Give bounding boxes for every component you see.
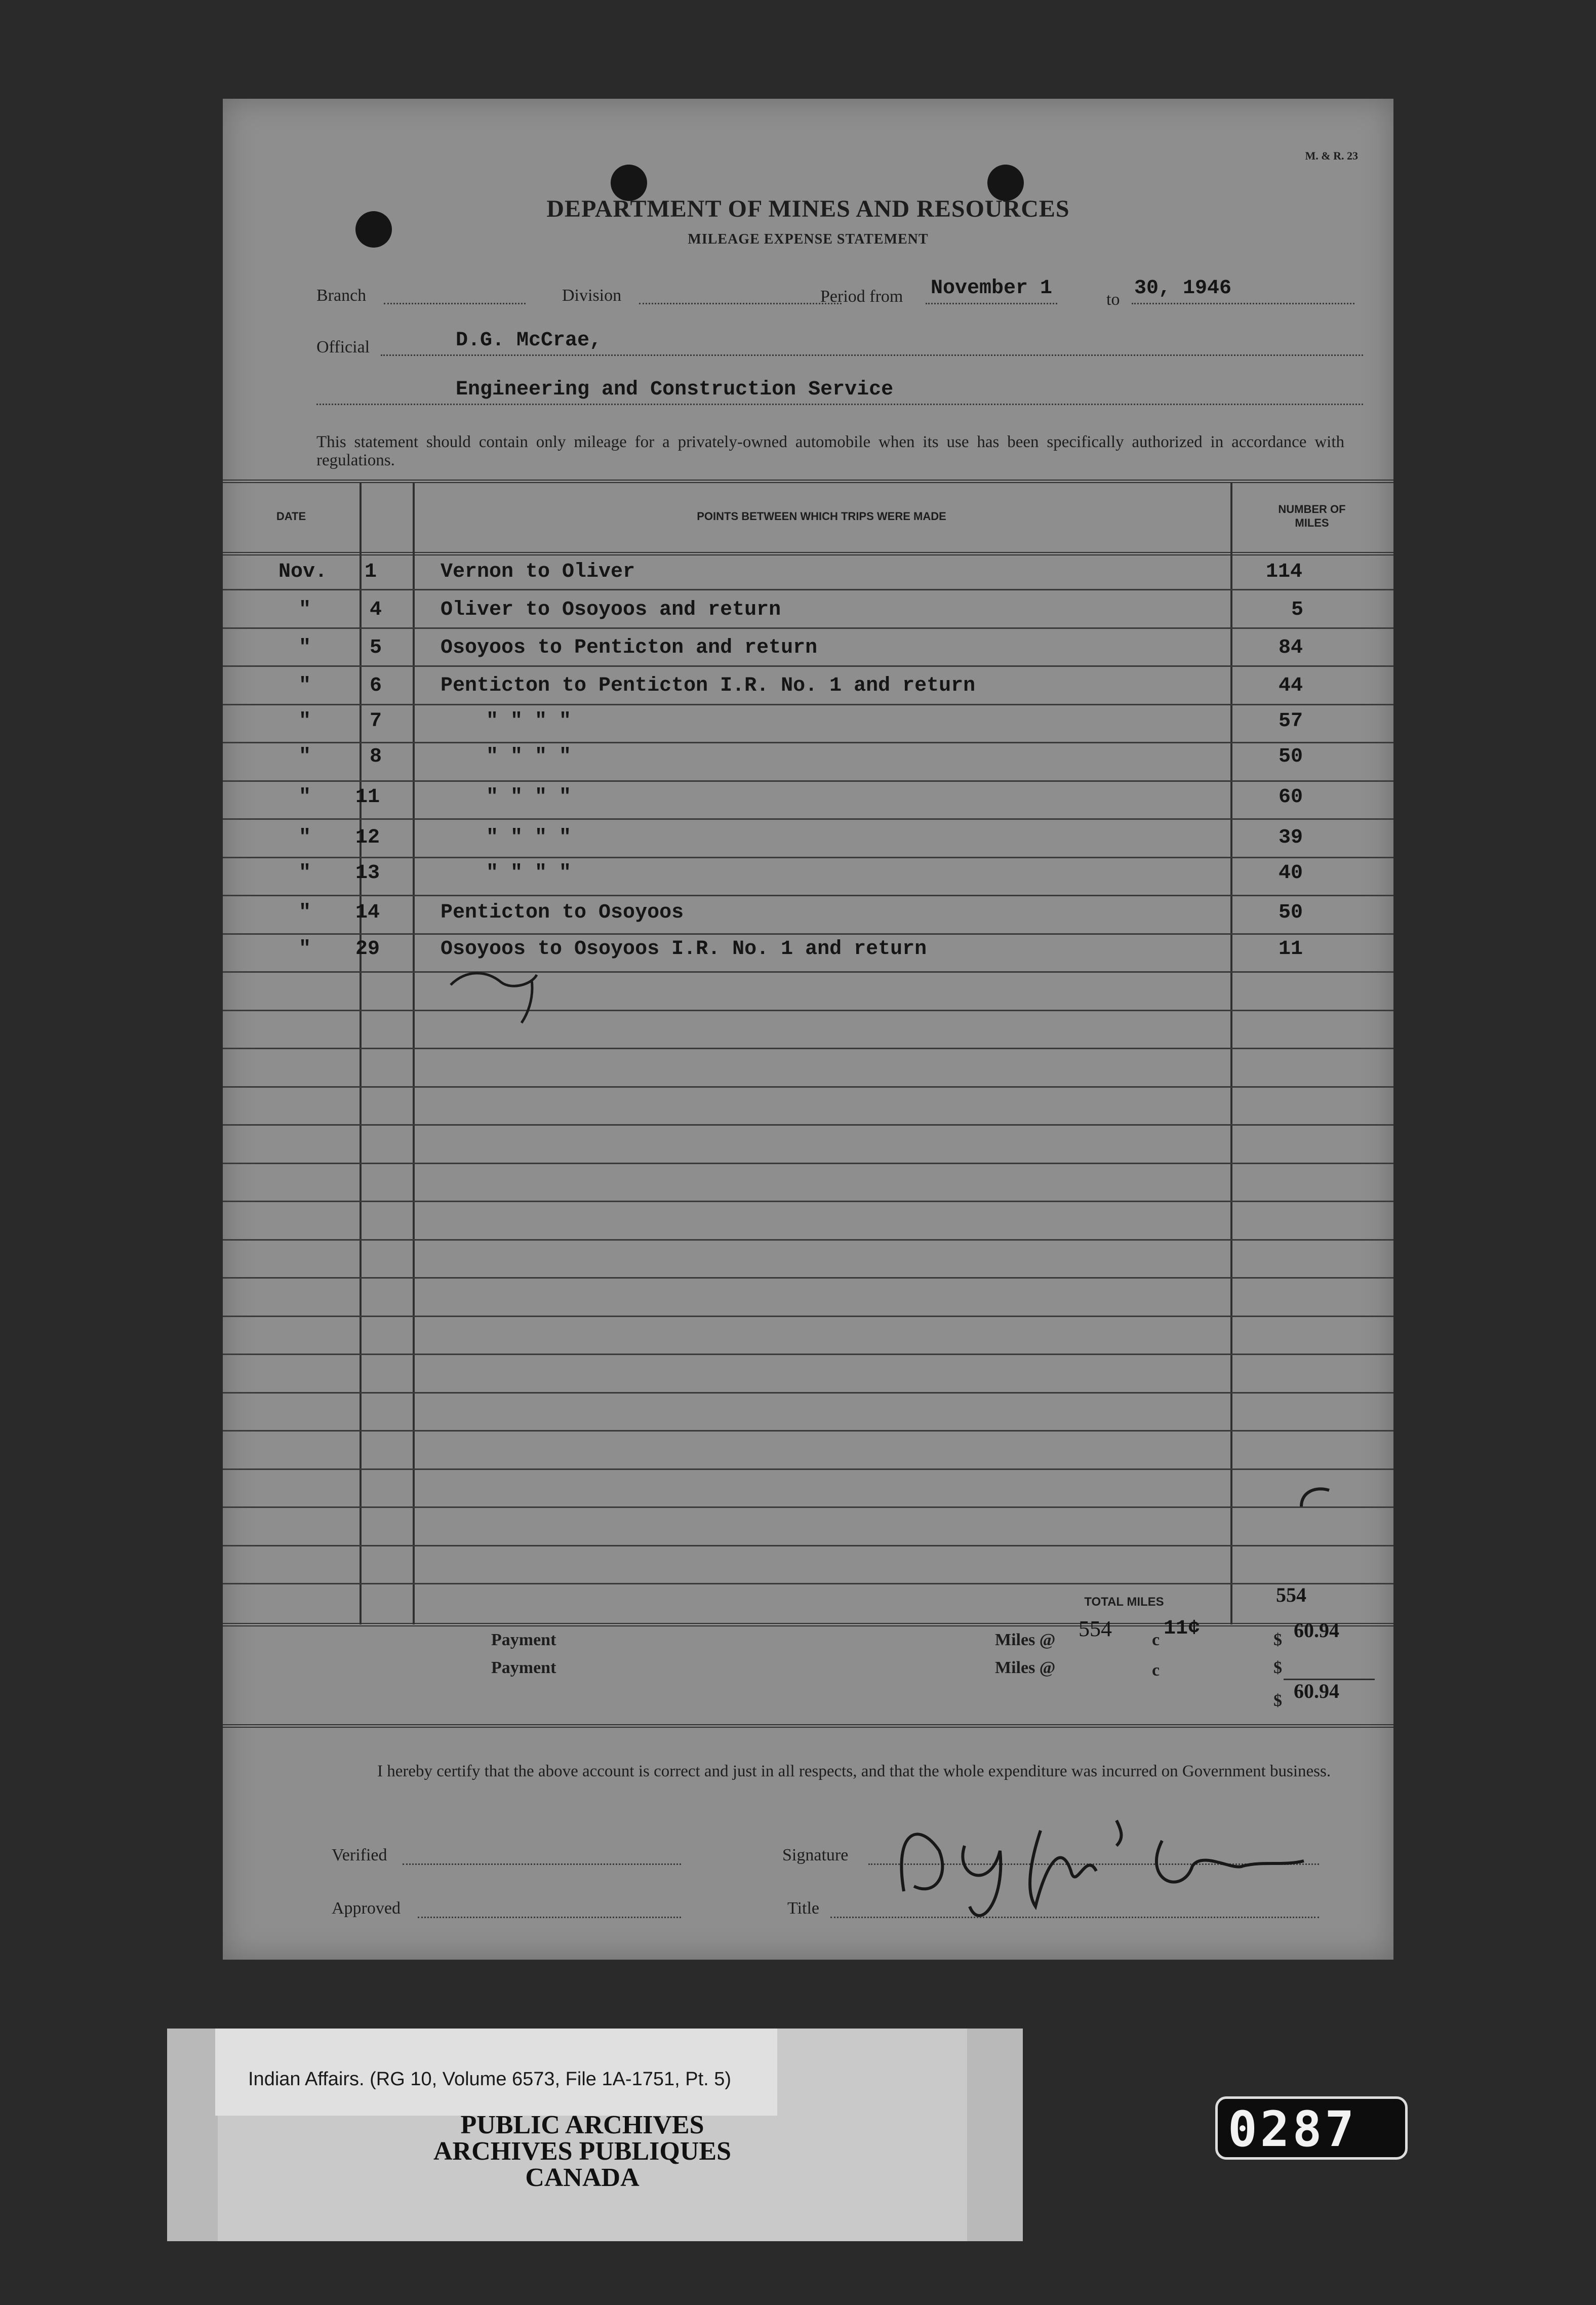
cents-label: c	[1152, 1631, 1160, 1649]
dollar-sign-1: $	[1273, 1631, 1282, 1649]
points-column-divider	[413, 483, 415, 1624]
archive-name-en: PUBLIC ARCHIVES	[460, 2111, 704, 2139]
usage-note: This statement should contain only mileage for a privately-owned automobile when its use has been specifically authorized in accordance with regulations.	[316, 433, 1344, 469]
table-ruled-line	[223, 1583, 1393, 1584]
table-ruled-line	[223, 742, 1393, 743]
branch-field	[384, 303, 526, 304]
table-ruled-line	[223, 704, 1393, 705]
payment-total: 60.94	[1294, 1680, 1339, 1702]
row-miles: 50	[1279, 745, 1303, 768]
table-bottom-rule	[223, 1623, 1393, 1626]
table-ruled-line	[223, 1316, 1393, 1317]
table-ruled-line	[223, 971, 1393, 973]
row-miles: 44	[1279, 674, 1303, 697]
date-column-divider	[360, 483, 362, 1624]
row-points: Penticton to Penticton I.R. No. 1 and return	[441, 674, 976, 697]
table-ruled-line	[223, 857, 1393, 858]
row-miles: 11	[1279, 938, 1303, 961]
archive-name-fr: ARCHIVES PUBLIQUES	[433, 2137, 732, 2166]
payment-label-2: Payment	[491, 1658, 556, 1677]
row-miles: 84	[1279, 637, 1303, 659]
row-month: "	[299, 637, 311, 659]
row-points: " " " "	[486, 826, 572, 849]
period-to-field	[1132, 303, 1354, 304]
table-ruled-line	[223, 1048, 1393, 1049]
official-label: Official	[316, 338, 370, 356]
points-column-header: POINTS BETWEEN WHICH TRIPS WERE MADE	[697, 510, 946, 523]
payment-bottom-rule	[223, 1724, 1393, 1728]
table-ruled-line	[223, 1010, 1393, 1011]
table-ruled-line	[223, 1163, 1393, 1164]
row-month: "	[299, 745, 311, 768]
official-field-second-line	[316, 404, 1363, 405]
row-points: Osoyoos to Penticton and return	[441, 637, 818, 659]
approved-label: Approved	[332, 1899, 401, 1918]
branch-label: Branch	[316, 286, 367, 305]
miles-column-header-line2: MILES	[1295, 516, 1329, 529]
handwritten-signature	[879, 1790, 1334, 1922]
row-day: 1	[365, 561, 377, 583]
period-to-label: to	[1106, 290, 1120, 309]
cents-label-2: c	[1152, 1661, 1160, 1680]
archive-reference: Indian Affairs. (RG 10, Volume 6573, File 1A-1751, Pt. 5)	[248, 2069, 732, 2090]
division-label: Division	[562, 286, 622, 305]
row-miles: 40	[1279, 862, 1303, 885]
table-ruled-line	[223, 1506, 1393, 1508]
signature-label: Signature	[782, 1846, 849, 1864]
row-day: 6	[370, 674, 382, 697]
row-miles: 5	[1291, 599, 1304, 621]
row-month: "	[299, 901, 311, 924]
table-ruled-line	[223, 1124, 1393, 1126]
row-day: 13	[355, 862, 380, 885]
row-day: 4	[370, 599, 382, 621]
frame-number: 0287	[1228, 2101, 1358, 2158]
row-month: "	[299, 674, 311, 697]
title-label: Title	[787, 1899, 820, 1918]
row-miles: 50	[1279, 901, 1303, 924]
row-points: Osoyoos to Osoyoos I.R. No. 1 and return	[441, 938, 927, 961]
row-month: "	[299, 862, 311, 885]
table-ruled-line	[223, 1392, 1393, 1394]
row-month: "	[299, 938, 311, 961]
period-to-value: 30, 1946	[1134, 277, 1232, 300]
row-month: "	[299, 786, 311, 809]
row-day: 11	[355, 786, 380, 809]
verified-field	[403, 1863, 681, 1865]
title-field	[830, 1917, 1319, 1918]
period-from-value: November 1	[931, 277, 1053, 300]
row-day: 8	[370, 745, 382, 768]
row-month: "	[299, 826, 311, 849]
table-ruled-line	[223, 1430, 1393, 1432]
row-points: " " " "	[486, 710, 572, 733]
row-points: Penticton to Osoyoos	[441, 901, 684, 924]
total-miles-value: 554	[1276, 1583, 1306, 1606]
table-ruled-line	[223, 1201, 1393, 1202]
table-ruled-line	[223, 895, 1393, 896]
table-ruled-line	[223, 780, 1393, 782]
period-from-field	[926, 303, 1057, 304]
table-ruled-line	[223, 665, 1393, 667]
handwritten-scribble	[446, 955, 557, 1025]
row-day: 29	[355, 938, 380, 961]
form-subtitle: MILEAGE EXPENSE STATEMENT	[688, 231, 929, 247]
row-points: Oliver to Osoyoos and return	[441, 599, 781, 621]
row-miles: 57	[1279, 710, 1303, 733]
row-points: " " " "	[486, 745, 572, 768]
table-ruled-line	[223, 818, 1393, 820]
row-day: 12	[355, 826, 380, 849]
certification-text: I hereby certify that the above account is correct and just in all respects, and that the whole expenditure was incurred on Government business.	[377, 1762, 1331, 1780]
row-miles: 114	[1266, 561, 1303, 583]
verified-label: Verified	[332, 1846, 387, 1864]
table-ruled-line	[223, 1354, 1393, 1355]
row-month: "	[299, 710, 311, 733]
miles-column-header-line1: NUMBER OF	[1278, 503, 1346, 515]
miles-column-divider	[1230, 483, 1232, 1624]
miles-at-value: 554	[1079, 1616, 1112, 1641]
official-value: D.G. McCrae,	[456, 329, 602, 352]
form-number: M. & R. 23	[1305, 149, 1358, 162]
row-points: " " " "	[486, 862, 572, 885]
division-field	[639, 303, 842, 304]
archive-country: CANADA	[525, 2163, 640, 2192]
total-miles-label: TOTAL MILES	[1084, 1595, 1164, 1609]
frame-counter	[1215, 2096, 1408, 2160]
row-miles: 60	[1279, 786, 1303, 809]
table-ruled-line	[223, 1545, 1393, 1546]
payment-label-1: Payment	[491, 1631, 556, 1649]
row-miles: 39	[1279, 826, 1303, 849]
table-ruled-line	[223, 1086, 1393, 1088]
table-header-rule	[223, 552, 1393, 555]
rate-value: 11¢	[1164, 1617, 1201, 1640]
mileage-statement-form	[223, 99, 1393, 1960]
miles-at-label-2: Miles @	[995, 1658, 1056, 1677]
table-ruled-line	[223, 1468, 1393, 1470]
official-field	[381, 354, 1363, 356]
dollar-sign-2: $	[1273, 1658, 1282, 1677]
row-day: 5	[370, 637, 382, 659]
row-points: Vernon to Oliver	[441, 561, 635, 583]
approved-field	[418, 1917, 681, 1918]
table-ruled-line	[223, 589, 1393, 590]
table-ruled-line	[223, 1277, 1393, 1279]
table-ruled-line	[223, 627, 1393, 629]
row-month: Nov.	[278, 561, 328, 583]
handwritten-mark	[1296, 1481, 1337, 1512]
form-title: DEPARTMENT OF MINES AND RESOURCES	[546, 195, 1070, 222]
date-column-header: DATE	[276, 510, 306, 523]
row-day: 14	[355, 901, 380, 924]
table-ruled-line	[223, 1239, 1393, 1241]
row-month: "	[299, 599, 311, 621]
period-from-label: Period from	[820, 287, 903, 306]
miles-at-label: Miles @	[995, 1631, 1056, 1649]
table-top-rule	[223, 480, 1393, 483]
payment-amount-1: 60.94	[1294, 1619, 1339, 1642]
service-value: Engineering and Construction Service	[456, 378, 894, 401]
row-day: 7	[370, 710, 382, 733]
dollar-sign-3: $	[1273, 1691, 1282, 1710]
row-points: " " " "	[486, 786, 572, 809]
